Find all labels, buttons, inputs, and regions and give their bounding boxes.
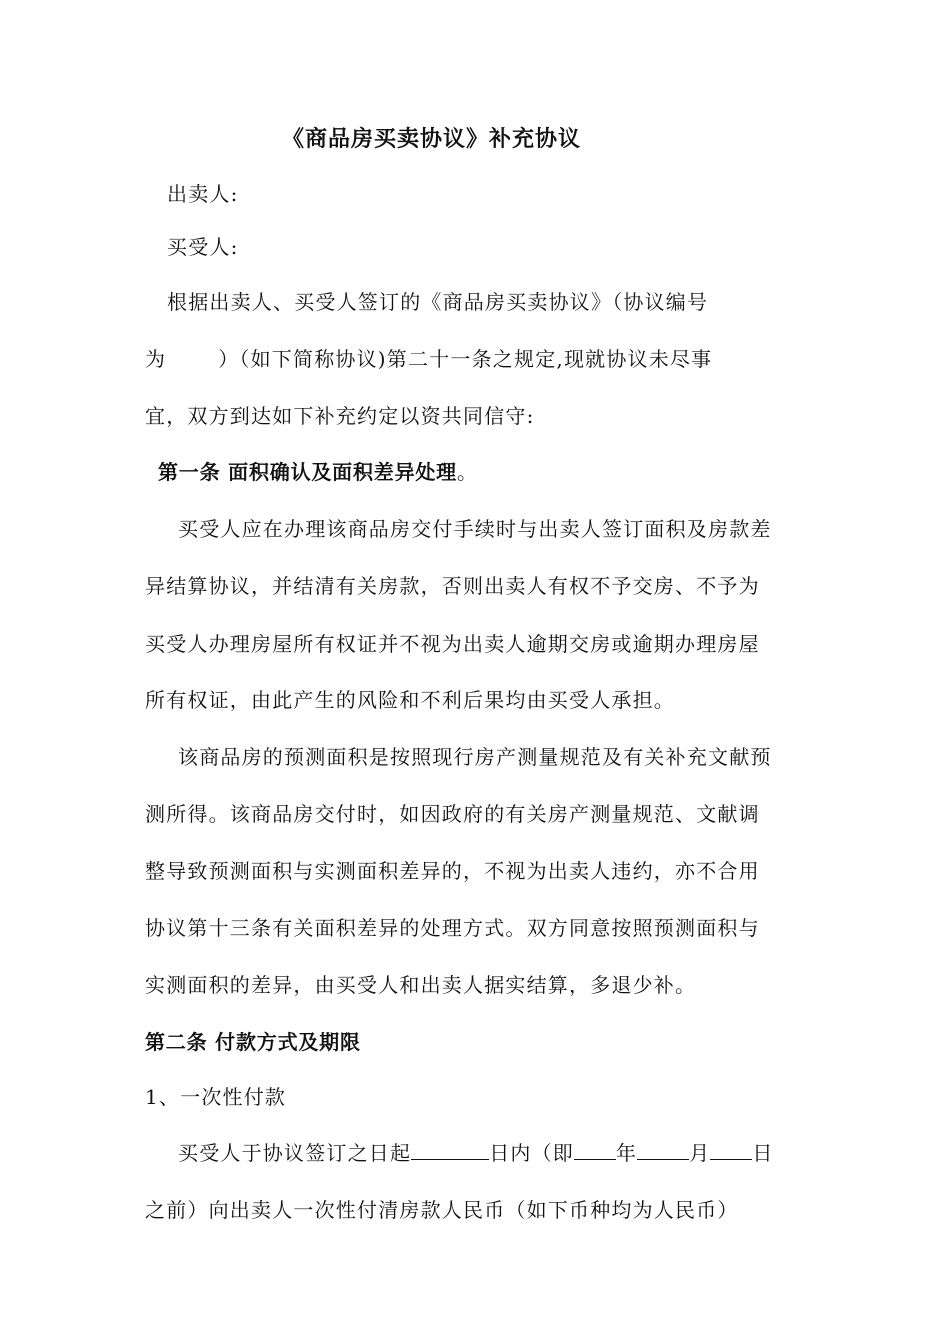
- payment-month-blank: [637, 1139, 689, 1160]
- article-1-heading: [158, 458, 478, 486]
- intro-line-2-start: 为: [145, 347, 167, 371]
- intro-line-1: 根据出卖人、买受人签订的《商品房买卖协议》（协议编号: [167, 290, 709, 314]
- intro-line-2-end: ）（如下简称协议)第二十一条之规定,现就协议未尽事: [218, 347, 713, 371]
- document-title: 《商品房买卖协议》补充协议: [282, 127, 582, 152]
- article-1-p2-line-1: 该商品房的预测面积是按照现行房产测量规范及有关补充文献预: [178, 745, 772, 769]
- seller-label: 出卖人:: [167, 182, 239, 206]
- intro-line-3: 宜，双方到达如下补充约定以资共同信守:: [145, 404, 535, 428]
- payment-year-blank: [574, 1139, 616, 1160]
- article-2-item-1-line-2: 之前）向出卖人一次性付清房款人民币（如下币种均为人民币）: [145, 1198, 739, 1222]
- payment-days-text: 买受人于协议签订之日起: [178, 1141, 412, 1165]
- article-2-heading: 第二条 付款方式及期限: [145, 1030, 361, 1054]
- article-1-p1-line-1: 买受人应在办理该商品房交付手续时与出卖人签订面积及房款差: [178, 517, 772, 541]
- article-2-item-1-line-1: [178, 1139, 774, 1167]
- article-1-heading-text: 第一条 面积确认及面积差异处理: [158, 460, 457, 484]
- month-text: 月: [689, 1141, 711, 1165]
- payment-days-blank: [411, 1139, 489, 1160]
- article-2-item-1-label: 1、一次性付款: [145, 1085, 287, 1109]
- article-1-p2-line-5: 实测面积的差异，由买受人和出卖人据实结算，多退少补。: [145, 973, 697, 997]
- article-1-p1-line-4: 所有权证，由此产生的风险和不利后果均由买受人承担。: [145, 688, 675, 712]
- payment-within-text: 日内（即: [489, 1141, 575, 1165]
- article-1-heading-suffix: 。: [456, 460, 478, 484]
- article-1-p1-line-3: 买受人办理房屋所有权证并不视为出卖人逾期交房或逾期办理房屋: [145, 632, 760, 656]
- day-text: 日: [752, 1141, 774, 1165]
- payment-day-blank: [710, 1139, 752, 1160]
- article-1-p1-line-2: 异结算协议，并结清有关房款，否则出卖人有权不予交房、不予为: [145, 574, 760, 598]
- year-text: 年: [616, 1141, 638, 1165]
- article-1-p2-line-2: 测所得。该商品房交付时，如因政府的有关房产测量规范、文献调: [145, 802, 760, 826]
- buyer-label: 买受人:: [167, 235, 239, 259]
- article-1-p2-line-4: 协议第十三条有关面积差异的处理方式。双方同意按照预测面积与: [145, 916, 760, 940]
- article-1-p2-line-3: 整导致预测面积与实测面积差异的，不视为出卖人违约，亦不合用: [145, 859, 760, 883]
- intro-line-2: [145, 345, 712, 373]
